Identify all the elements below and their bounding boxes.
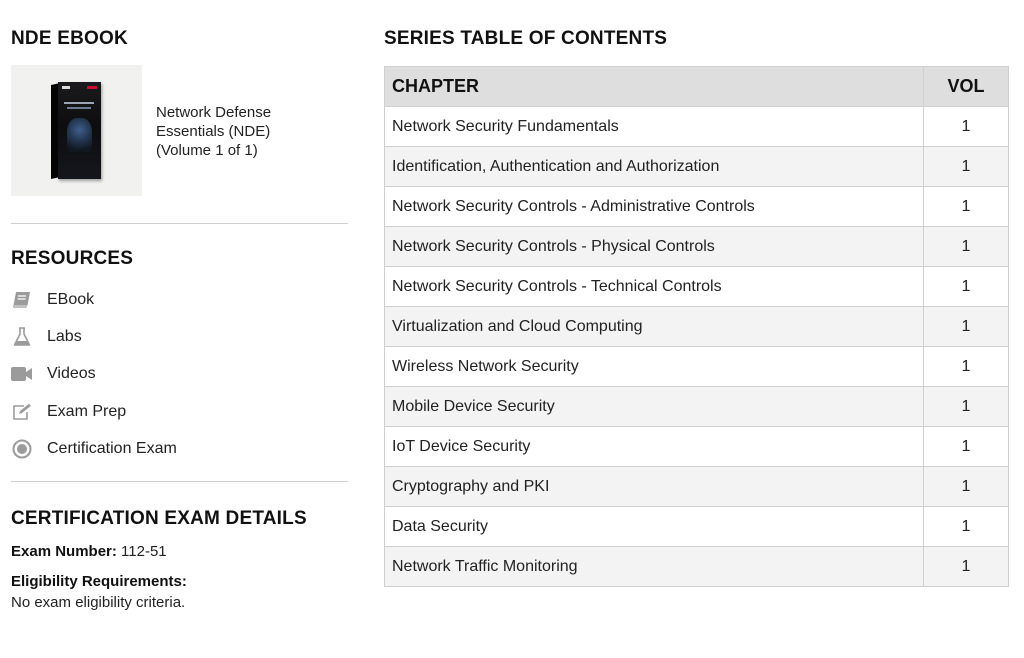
table-row: [385, 147, 1009, 187]
table-row: [385, 267, 1009, 307]
ebook-description-line: (Volume 1 of 1): [156, 142, 258, 159]
table-row: [385, 547, 1009, 587]
chapter-cell: Network Traffic Monitoring: [385, 547, 924, 587]
resource-item-ebook[interactable]: [11, 281, 177, 318]
resource-label: Videos: [47, 365, 96, 383]
vol-cell: 1: [924, 187, 1009, 227]
toc-section-title: SERIES TABLE OF CONTENTS: [384, 28, 668, 49]
chapter-cell: Network Security Controls - Physical Controls: [385, 227, 924, 267]
table-row: [385, 427, 1009, 467]
table-row: [385, 507, 1009, 547]
chapter-cell: Mobile Device Security: [385, 387, 924, 427]
chapter-cell: Data Security: [385, 507, 924, 547]
chapter-cell: Network Security Controls - Administrative Controls: [385, 187, 924, 227]
vol-cell: 1: [924, 267, 1009, 307]
eligibility-requirements-label: [11, 573, 187, 590]
vol-cell: 1: [924, 507, 1009, 547]
ebook-description-line: Essentials (NDE): [156, 123, 271, 140]
chapter-cell: Network Security Fundamentals: [385, 107, 924, 147]
table-body: [385, 107, 1009, 587]
table-row: [385, 187, 1009, 227]
table-of-contents: [384, 66, 1009, 587]
chapter-cell: Wireless Network Security: [385, 347, 924, 387]
vol-cell: 1: [924, 147, 1009, 187]
chapter-cell: Virtualization and Cloud Computing: [385, 307, 924, 347]
edit-note-icon: [11, 401, 33, 423]
table-row: [385, 387, 1009, 427]
resource-item-labs[interactable]: [11, 318, 177, 355]
vol-cell: 1: [924, 307, 1009, 347]
target-icon: [11, 438, 33, 460]
resource-label: Exam Prep: [47, 402, 127, 420]
resource-label: Certification Exam: [47, 439, 177, 457]
eligibility-requirements-value: No exam eligibility criteria.: [11, 594, 186, 611]
divider: [11, 481, 348, 482]
vol-cell: 1: [924, 387, 1009, 427]
vol-cell: 1: [924, 107, 1009, 147]
chapter-cell: Cryptography and PKI: [385, 467, 924, 507]
certification-section-title: CERTIFICATION EXAM DETAILS: [11, 508, 307, 529]
ebook-description: [156, 103, 336, 160]
ebook-section-title: NDE EBOOK: [11, 28, 128, 49]
chapter-cell: Identification, Authentication and Authorization: [385, 147, 924, 187]
vol-cell: 1: [924, 547, 1009, 587]
resource-item-exam-prep[interactable]: [11, 393, 177, 430]
exam-number-value: 112-51: [121, 543, 167, 560]
vol-cell: 1: [924, 467, 1009, 507]
column-header-vol: VOL: [924, 67, 1009, 107]
video-camera-icon: [11, 363, 33, 385]
table-row: [385, 307, 1009, 347]
column-header-chapter: CHAPTER: [385, 67, 924, 107]
table-row: [385, 227, 1009, 267]
flask-icon: [11, 326, 33, 348]
table-row: [385, 467, 1009, 507]
divider: [11, 223, 348, 224]
vol-cell: 1: [924, 227, 1009, 267]
vol-cell: 1: [924, 427, 1009, 467]
table-row: [385, 347, 1009, 387]
book-icon: [11, 289, 33, 311]
resource-label: Labs: [47, 327, 82, 345]
ebook-box-image: [51, 82, 101, 179]
resource-item-videos[interactable]: [11, 356, 177, 393]
exam-number-label: Exam Number:: [11, 543, 117, 560]
resources-section-title: RESOURCES: [11, 248, 134, 269]
resources-list: [11, 281, 177, 467]
vol-cell: 1: [924, 347, 1009, 387]
ebook-description-line: Network Defense: [156, 104, 272, 121]
resource-label: EBook: [47, 290, 95, 308]
chapter-cell: Network Security Controls - Technical Controls: [385, 267, 924, 307]
resource-item-certification-exam[interactable]: [11, 430, 177, 467]
ebook-cover[interactable]: [11, 65, 142, 196]
exam-number: [11, 543, 167, 560]
table-header-row: [385, 67, 1009, 107]
chapter-cell: IoT Device Security: [385, 427, 924, 467]
eligibility-label-text: Eligibility Requirements:: [11, 573, 187, 590]
table-row: [385, 107, 1009, 147]
